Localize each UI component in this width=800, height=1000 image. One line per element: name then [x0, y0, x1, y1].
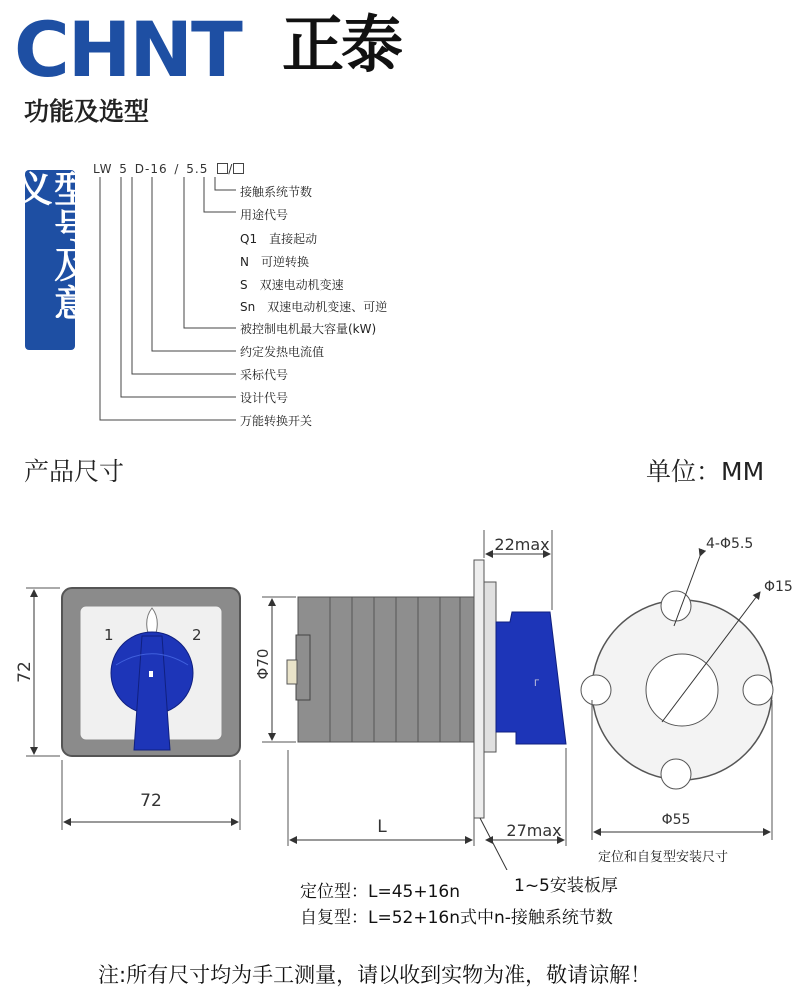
desc-design-code: 设计代号	[240, 391, 289, 405]
desc-n: N 可逆转换	[240, 255, 309, 269]
code-lw: LW	[93, 162, 113, 176]
position-2-label: 2	[192, 626, 202, 644]
desc-q1: Q1 直接起动	[240, 232, 318, 246]
desc-max-capacity: 被控制电机最大容量(kW)	[240, 322, 377, 336]
svg-text:Γ: Γ	[534, 679, 540, 689]
dimension-drawing	[0, 500, 800, 870]
mount-outer-diameter-label: Φ55	[661, 812, 691, 828]
side-top-max-label: 22max	[494, 535, 550, 554]
plate-thickness-note: 1~5安装板厚	[514, 876, 618, 896]
code-design: 5	[119, 162, 128, 176]
footer-note: 注:所有尺寸均为手工测量，请以收到实物为准，敬请谅解！	[98, 963, 652, 987]
model-code-brackets	[0, 0, 800, 440]
model-meaning-badge-text: 型号及意义	[11, 170, 90, 322]
side-diameter-label: Φ70	[254, 648, 272, 680]
front-view	[62, 588, 240, 756]
mount-caption: 定位和自复型安装尺寸	[598, 850, 729, 865]
formula-fixed-type: 定位型：L=45+16n	[300, 882, 460, 902]
code-d16: D-16	[134, 162, 168, 176]
side-length-label: L	[377, 817, 387, 837]
mount-holes-label: 4-Φ5.5	[706, 536, 754, 552]
desc-standard-code: 采标代号	[240, 368, 289, 382]
dimensions-title: 产品尺寸	[24, 457, 125, 486]
front-height-label: 72	[15, 661, 35, 683]
desc-rated-current: 约定发热电流值	[240, 345, 325, 359]
side-bottom-max-label: 27max	[506, 821, 562, 840]
mount-center-hole-label: Φ15	[764, 579, 793, 595]
front-width-label: 72	[140, 791, 162, 811]
function-section-title: 功能及选型	[24, 97, 150, 126]
formula-self-return-type: 自复型：L=52+16n式中n-接触系统节数	[300, 908, 613, 928]
brand-logo-chinese: 正泰	[282, 8, 401, 81]
brand-logo-latin: CHNT	[14, 5, 241, 94]
desc-sn: Sn 双速电动机变速、可逆	[240, 300, 388, 314]
code-box-slash: /	[228, 162, 234, 176]
desc-s: S 双速电动机变速	[240, 278, 344, 292]
code-capacity: 5.5	[186, 162, 209, 176]
position-1-label: 1	[104, 626, 114, 644]
unit-label: 单位：MM	[646, 457, 765, 486]
desc-universal-switch: 万能转换开关	[240, 414, 313, 428]
code-slash: /	[174, 162, 180, 176]
desc-usage-code: 用途代号	[240, 208, 289, 222]
side-view	[287, 560, 566, 818]
desc-contact-sections: 接触系统节数	[240, 185, 313, 199]
mount-view	[581, 556, 773, 789]
